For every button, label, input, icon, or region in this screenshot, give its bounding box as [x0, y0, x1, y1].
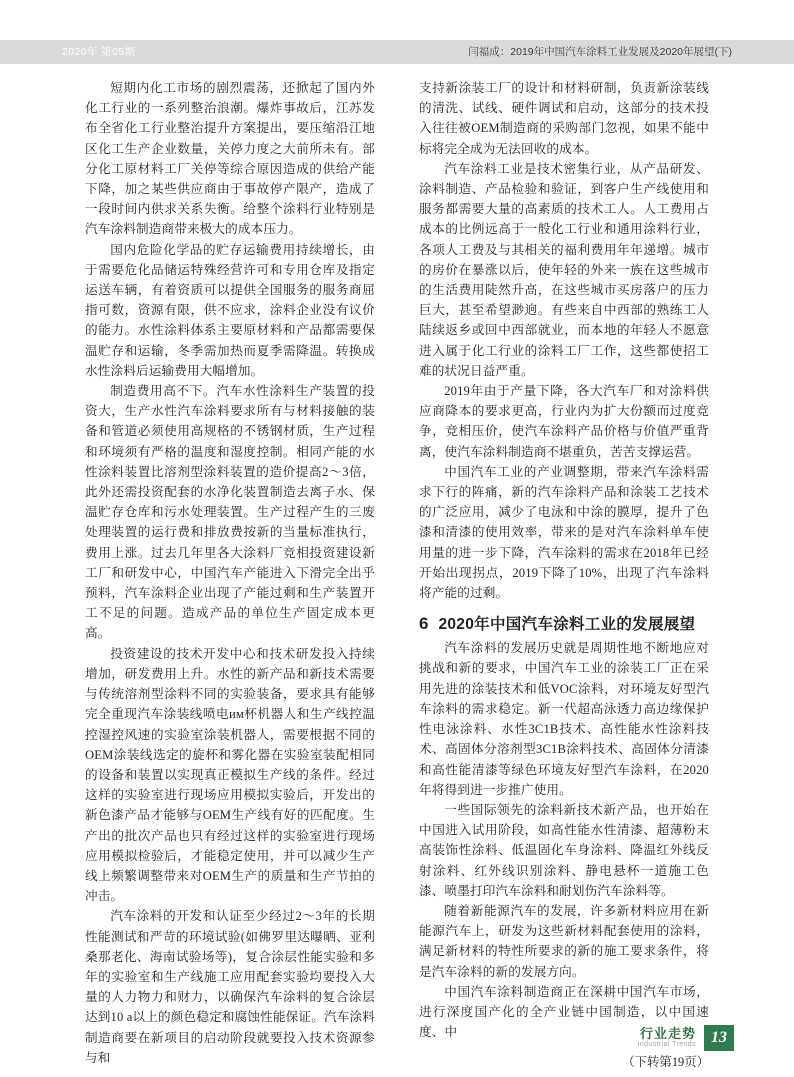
paragraph: 汽车涂料工业是技术密集行业，从产品研发、涂料制造、产品检验和验证，到客户生产线使用和服务都需要大量的高素质的技术工人。人工费用占成本的比例远高于一般化工行业和通用涂料行业，各项人工费及与其相关的福利费用年年递增。城市的房价在暴涨以后，使年轻的外来一族在这些城市的生活费用陡然升高，在这些城市买房落户的压力巨大，甚至希望渺逈。有些来自中西部的熟练工人陆续返乡或回中西部就业，而本地的年轻人不愿意进入属于化工行业的涂料工厂工作，这些都使招工难的状况日益严重。 — [419, 161, 709, 378]
left-column — [85, 78, 375, 1068]
paragraph: 支持新涂装工厂的设计和材料研制，负责新涂装线的清洗、试线、硬件调试和启动，这部分的技术投入往往被OEM制造商的采购部门忽视，如果不能中标将完全成为无法回收的成本。 — [419, 81, 709, 156]
paragraph: 汽车涂料的发展历史就是周期性地不断地应对挑战和新的要求，中国汽车工业的涂装工厂正在采用先进的涂装技术和低VOC涂料，对环境友好型汽车涂料的需求稳定。新一代超高泳透力高边缘保护性电泳涂料、水性3C1B技术、高性能水性涂料技术、高固体分溶剂型3C1B涂料技术、高固体分清漆和高性能清漆等绿色环境友好型汽车涂料，在2020年将得到进一步推广使用。 — [419, 641, 709, 797]
paragraph: 中国汽车涂料制造商正在深耕中国汽车市场，进行深度国产化的全产业链中国制造，以中国速度、中 — [419, 984, 709, 1040]
paragraph: 国内危险化学品的贮存运输费用持续增长，由于需要危化品储运特殊经营许可和专用仓库及指定运送车辆，有着资质可以提供全国服务的服务商屈指可数，资源有限，供不应求，涂料企业没有议价的能力。水性涂料体系主要原材料和产品都需要保温贮存和运输，冬季需加热而夏季需降温。转换成水性涂料后运输费用大幅增加。 — [85, 242, 375, 378]
paragraph: 投资建设的技术开发中心和技术研发投入持续增加，研发费用上升。水性的新产品和新技术需要与传统溶剂型涂料不同的实验装备，要求具有能够完全重现汽车涂装线喷电им杯机器人和生产线控温控湿控风速的实验室涂装机器人，需要根据不同的OEM涂装线选定的旋杯和雾化器在实验室装配相同的设备和装置以实现真正模拟生产线的条件。经过这样的实验室进行现场应用模拟实验后，开发出的新色漆产品才能够与OEM生产线有好的匹配度。生产出的批次产品也只有经过这样的实验室进行现场应用模拟检验后，才能稳定使用，并可以减少生产线上频繁调整带来对OEM生产的质量和生产节拍的冲击。 — [85, 646, 375, 904]
right-column — [419, 78, 709, 1070]
page-footer — [637, 1025, 734, 1051]
section-heading — [419, 612, 709, 634]
paragraph: 一些国际领先的涂料新技术新产品，也开始在中国进入试用阶段，如高性能水性清漆、超薄粉末高装饰性涂料、低温固化车身涂料、降温红外线反射涂料、红外线识别涂料、静电悬杯一道施工色漆、喷墨打印汽车涂料和耐划伤汽车涂料等。 — [419, 802, 709, 898]
section-title: 2020年中国汽车涂料工业的发展展望 — [438, 616, 696, 634]
continued-note: （下转第19页） — [622, 1055, 709, 1070]
paragraph: 制造费用高不下。汽车水性涂料生产装置的投资大，生产水性汽车涂料要求所有与材料接触的装备和管道必须使用高规格的不锈钢材质，生产过程和环境须有严格的温度和湿度控制。相同产能的水性涂料装置比溶剂型涂料装置的造价提高2～3倍，此外还需投资配套的水净化装置制造去离子水、保温贮存仓库和污水处理装置。生产过程产生的三废处理装置的运行费和排放费按新的当量标准执行，费用上涨。过去几年里各大涂料厂竞相投资建设新工厂和研发中心，中国汽车产能进入下滑完全出乎预料，汽车涂料企业出现了产能过剩和生产装置开工不足的问题。造成产品的单位生产固定成本更高。 — [85, 384, 375, 641]
page-header — [0, 40, 794, 66]
paragraph: 汽车涂料的开发和认证至少经过2～3年的长期性能测试和严苛的环境试验(如佛罗里达曝晒、亚利桑那老化、海南试验场等)，复合涂层性能实验和多年的实验室和生产线施工应用配套实验均要投入大量的人力物力和财力，以确保汽车涂料的复合涂层达到10 a以上的颜色稳定和腐蚀性能保证。汽车涂料制造商要在新项目的启动阶段就要投入技术资源参与和 — [85, 909, 375, 1065]
paragraph: 随着新能源汽车的发展，许多新材料应用在新能源汽车上，研发为这些新材料配套使用的涂料，满足新材料的特性所要求的新的施工要求条件，将是汽车涂料的新的发展方向。 — [419, 903, 709, 979]
footer-section-label — [637, 1027, 704, 1050]
header-issue-label: 2020年 第05期 — [62, 46, 136, 58]
paragraph: 中国汽车工业的产业调整期，带来汽车涂料需求下行的阵痛，新的汽车涂料产品和涂装工艺技术的广泛应用，减少了电泳和中涂的膜厚，提升了色漆和清漆的使用效率，带来的是对汽车涂料单车使用量的进一步下降，汽车涂料的需求在2018年已经开始出现拐点，2019下降了10%，出现了汽车涂料将产能的过剩。 — [419, 464, 709, 601]
footer-label-cn: 行业走势 — [639, 1025, 696, 1041]
page-number-badge: 13 — [704, 1025, 734, 1051]
section-number: 6 — [419, 614, 429, 634]
footer-label-en: Industrial Trends — [637, 1041, 696, 1049]
paragraph: 2019年由于产量下降，各大汽车厂和对涂料供应商降本的要求更高，行业内为扩大份额而过度竞争，竞相压价，使汽车涂料产品价格与价值严重背离，使汽车涂料制造商不堪重负，苦苦支撑运营。 — [419, 384, 709, 459]
header-article-title: 闫福成：2019年中国汽车涂料工业发展及2020年展望(下) — [468, 46, 732, 58]
paragraph: 短期内化工市场的剧烈震荡，还掀起了国内外化工行业的一系列整治浪潮。爆炸事故后，江苏发布全省化工行业整治提升方案提出，要压缩沿江地区化工生产企业数量，关停力度之大前所未有。部分化工原材料工厂关停等综合原因造成的供给产能下降，加之某些供应商由于事故停产限产，造成了一段时间内供求关系失衡。给整个涂料行业特别是汽车涂料制造商带来极大的成本压力。 — [85, 81, 375, 237]
